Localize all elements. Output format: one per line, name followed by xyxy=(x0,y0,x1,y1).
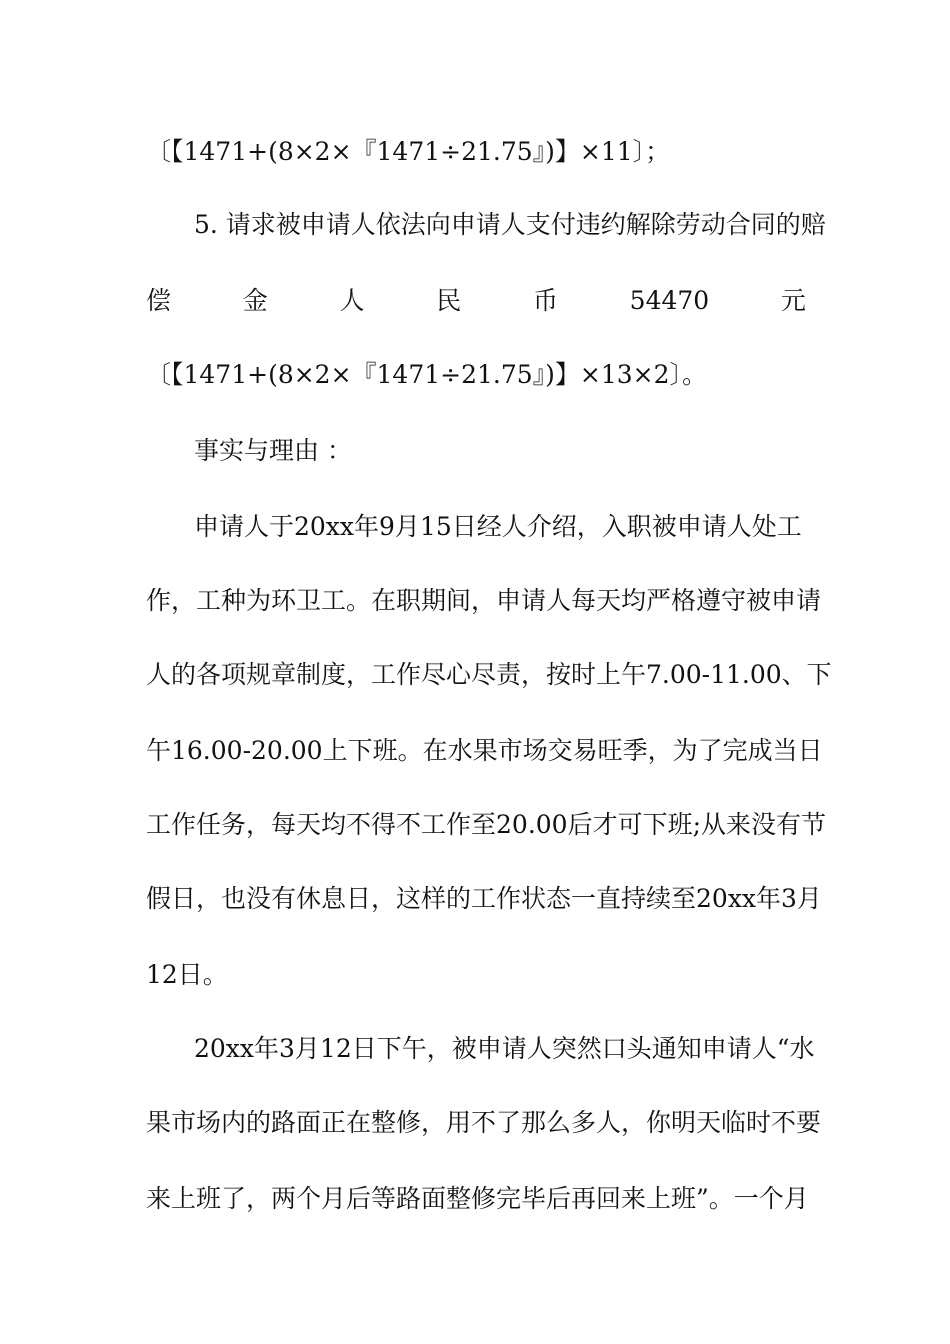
spread-amount: 54470 xyxy=(629,286,710,315)
text-line: 工作任务，每天均不得不工作至20.00后才可下班;从来没有节 xyxy=(146,810,826,839)
text-line: 来上班了，两个月后等路面整修完毕后再回来上班”。一个月 xyxy=(146,1184,809,1213)
spread-word: 人 xyxy=(339,286,365,315)
text-line: 12日。 xyxy=(146,960,228,989)
section-heading: 事实与理由 ： xyxy=(194,436,352,465)
text-line: 20xx年3月12日下午，被申请人突然口头通知申请人“水 xyxy=(194,1034,815,1063)
text-line: 果市场内的路面正在整修，用不了那么多人，你明天临时不要 xyxy=(146,1108,822,1137)
spread-word: 民 xyxy=(436,286,462,315)
text-line: 午16.00-20.00上下班。在水果市场交易旺季，为了完成当日 xyxy=(146,736,823,765)
spread-word: 元 xyxy=(780,286,806,315)
text-line: 假日，也没有休息日，这样的工作状态一直持续至20xx年3月 xyxy=(146,884,822,913)
text-line: 作，工种为环卫工。在职期间，申请人每天均严格遵守被申请 xyxy=(146,586,822,615)
text-line: 申请人于20xx年9月15日经人介绍，入职被申请人处工 xyxy=(194,512,802,541)
text-line: 5. 请求被申请人依法向申请人支付违约解除劳动合同的赔 xyxy=(194,210,826,239)
spread-word: 金 xyxy=(242,286,268,315)
spread-word: 币 xyxy=(532,286,558,315)
text-line: 〔【1471+(8×2×『1471÷21.75』)】×11〕； xyxy=(146,137,671,166)
text-line: 人的各项规章制度，工作尽心尽责，按时上午7.00-11.00、下 xyxy=(146,660,832,689)
spread-text-line xyxy=(146,285,806,317)
spread-word: 偿 xyxy=(146,286,172,315)
text-line: 〔【1471+(8×2×『1471÷21.75』)】×13×2〕。 xyxy=(146,360,708,389)
